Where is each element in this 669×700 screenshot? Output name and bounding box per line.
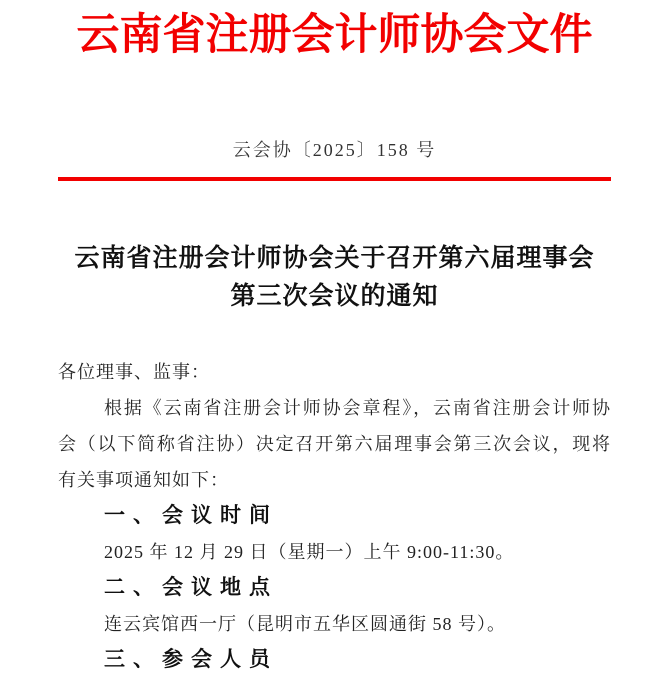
document-body: [58, 354, 611, 678]
body-line: 连云宾馆西一厅（昆明市五华区圆通街 58 号）。: [104, 614, 506, 634]
body-line: 2025 年 12 月 29 日（星期一）上午 9:00-11:30。: [104, 542, 515, 562]
notice-title-line2: 第三次会议的通知: [230, 283, 439, 310]
section-heading: 二、会议地点: [104, 576, 278, 599]
notice-title: [30, 240, 639, 316]
body-line: 会（以下简称省注协）决定召开第六届理事会第三次会议，现将: [58, 434, 611, 454]
notice-title-line1: 云南省注册会计师协会关于召开第六届理事会: [74, 245, 595, 272]
document-number: 云会协〔2025〕158 号: [232, 140, 437, 160]
section-heading: 一、会议时间: [104, 504, 278, 527]
red-divider-line: [58, 177, 611, 181]
letterhead-title: 云南省注册会计师协会文件: [76, 12, 593, 59]
body-line: 有关事项通知如下：: [58, 470, 229, 490]
section-heading: 三、参会人员: [104, 648, 278, 671]
body-line: 根据《云南省注册会计师协会章程》，云南省注册会计师协: [104, 398, 611, 418]
body-line: 各位理事、监事：: [58, 362, 210, 382]
